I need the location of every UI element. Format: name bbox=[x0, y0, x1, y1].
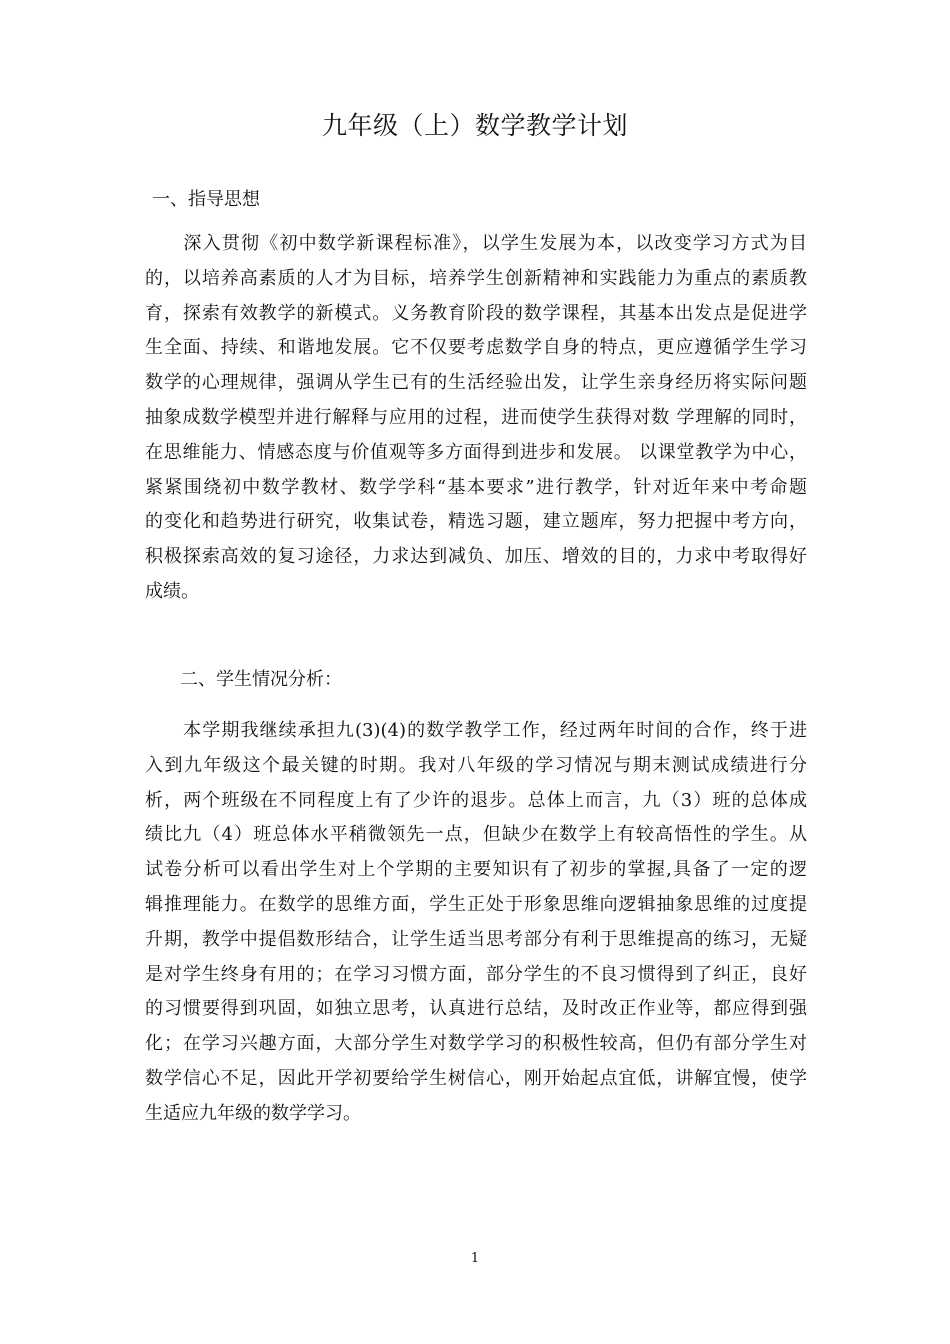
text-line: 在思维能力、情感态度与价值观等多方面得到进步和发展。 以课堂教学为中心， bbox=[145, 441, 807, 463]
text-line: 辑推理能力。在数学的思维方面，学生正处于形象思维向逻辑抽象思维的过度提 bbox=[145, 893, 807, 915]
text-line: 生全面、持续、和谐地发展。它不仅要考虑数学自身的特点，更应遵循学生学习 bbox=[145, 337, 807, 359]
text-line: 的变化和趋势进行研究，收集试卷，精选习题，建立题库，努力把握中考方向， bbox=[145, 511, 807, 533]
section-heading-student-analysis: 二、学生情况分析： bbox=[180, 669, 342, 690]
paragraph-student-analysis bbox=[145, 714, 807, 1132]
paragraph-guiding-thought bbox=[145, 227, 807, 610]
text-line: 深入贯彻《初中数学新课程标准》，以学生发展为本，以改变学习方式为目 bbox=[145, 233, 807, 254]
text-line: 抽象成数学模型并进行解释与应用的过程，进而使学生获得对数 学理解的同时， bbox=[145, 406, 807, 428]
text-line: 的习惯要得到巩固，如独立思考，认真进行总结，及时改正作业等，都应得到强 bbox=[145, 998, 807, 1020]
text-line: 化；在学习兴趣方面，大部分学生对数学学习的积极性较高，但仍有部分学生对 bbox=[145, 1033, 807, 1055]
text-line: 是对学生终身有用的；在学习习惯方面，部分学生的不良习惯得到了纠正，良好 bbox=[145, 963, 807, 985]
text-line: 升期，教学中提倡数形结合，让学生适当思考部分有利于思维提高的练习，无疑 bbox=[145, 928, 807, 950]
text-line: 紧紧围绕初中数学教材、数学学科“基本要求”进行教学，针对近年来中考命题 bbox=[145, 476, 807, 498]
text-line: 数学的心理规律，强调从学生已有的生活经验出发，让学生亲身经历将实际问题 bbox=[145, 372, 807, 394]
text-line: 积极探索高效的复习途径，力求达到减负、加压、增效的目的，力求中考取得好 bbox=[145, 546, 807, 568]
text-line: 绩比九（4）班总体水平稍微领先一点，但缺少在数学上有较高悟性的学生。从 bbox=[145, 824, 807, 846]
text-line: 析，两个班级在不同程度上有了少许的退步。总体上而言，九（3）班的总体成 bbox=[145, 789, 807, 811]
section-heading-guiding-thought: 一、指导思想 bbox=[152, 189, 260, 210]
page-number: 1 bbox=[470, 1251, 480, 1266]
text-line: 本学期我继续承担九(3)(4)的数学教学工作，经过两年时间的合作，终于进 bbox=[145, 720, 807, 741]
text-line: 入到九年级这个最关键的时期。我对八年级的学习情况与期末测试成绩进行分 bbox=[145, 754, 807, 776]
text-line: 生适应九年级的数学学习。 bbox=[145, 1102, 361, 1124]
text-line: 数学信心不足，因此开学初要给学生树信心，刚开始起点宜低，讲解宜慢，使学 bbox=[145, 1067, 807, 1089]
text-line: 成绩。 bbox=[145, 580, 199, 602]
document-title: 九年级（上）数学教学计划 bbox=[321, 111, 628, 140]
text-line: 育，探索有效教学的新模式。义务教育阶段的数学课程，其基本出发点是促进学 bbox=[145, 302, 807, 324]
text-line: 的，以培养高素质的人才为目标，培养学生创新精神和实践能力为重点的素质教 bbox=[145, 267, 807, 289]
text-line: 试卷分析可以看出学生对上个学期的主要知识有了初步的掌握,具备了一定的逻 bbox=[145, 859, 807, 881]
